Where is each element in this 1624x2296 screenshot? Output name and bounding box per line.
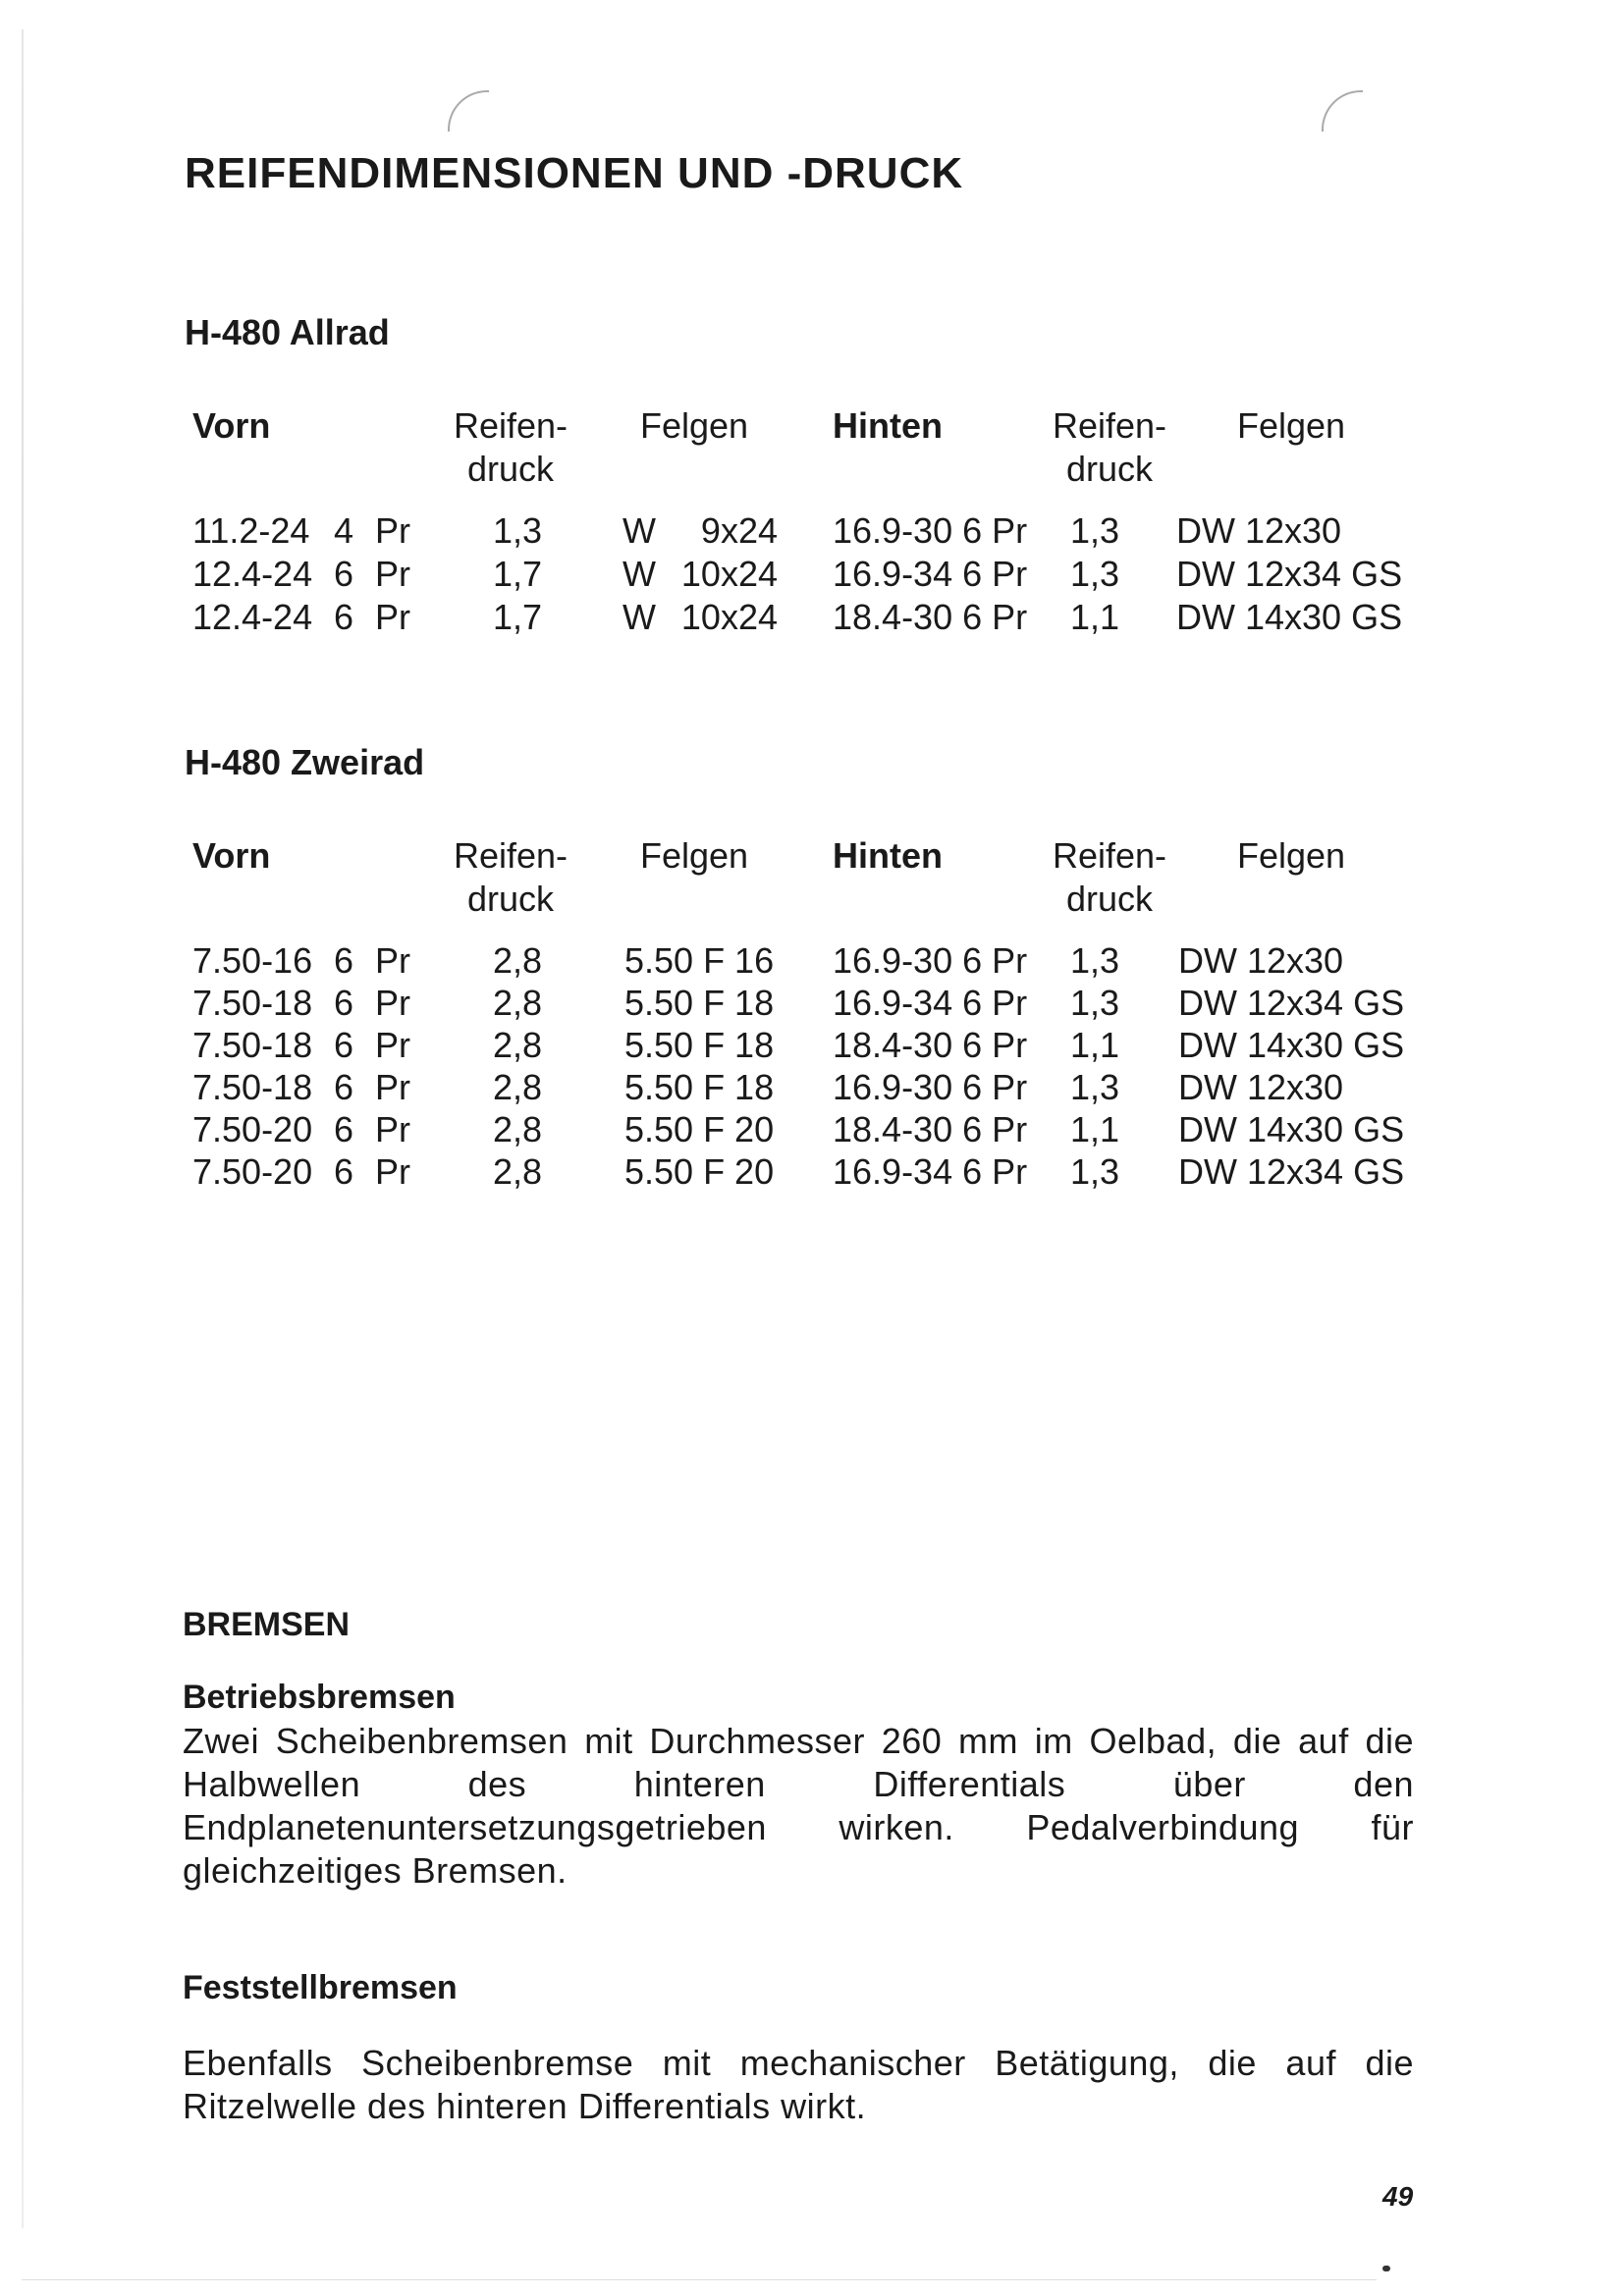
- cell-front-rim: 5.50 F 18: [624, 983, 775, 1023]
- pressure-line2: druck: [1065, 449, 1154, 489]
- col-header-rear: Hinten: [833, 405, 943, 446]
- cell-front-pressure: 1,7: [493, 554, 543, 594]
- cell-front-pressure: 2,8: [493, 940, 543, 981]
- cell-front-ply: 6: [334, 554, 354, 594]
- cell-rear-pressure: 1,3: [1070, 1151, 1120, 1192]
- cell-front-rim-type: W: [623, 597, 656, 637]
- col-header-front: Vorn: [192, 405, 271, 446]
- cell-rear-rim: DW 14x30 GS: [1178, 1025, 1405, 1065]
- pressure-line2: druck: [466, 879, 555, 919]
- col-header-front: Vorn: [192, 835, 271, 876]
- col-header-rear-pressure: [1031, 404, 1188, 491]
- cell-front-rim-type: W: [623, 554, 656, 594]
- cell-front-size: 12.4-24: [192, 597, 313, 637]
- col-header-rear-pressure: [1031, 834, 1188, 921]
- pressure-line1: Reifen-: [453, 405, 568, 446]
- cell-rear-tyre: 16.9-34 6 Pr: [833, 1151, 1028, 1192]
- cell-front-pressure: 2,8: [493, 983, 543, 1023]
- cell-rear-rim: DW 12x30: [1178, 940, 1344, 981]
- cell-front-rim-type: W: [623, 510, 656, 551]
- cell-rear-tyre: 16.9-30 6 Pr: [833, 940, 1028, 981]
- cell-rear-pressure: 1,3: [1070, 940, 1120, 981]
- pressure-line2: druck: [466, 449, 555, 489]
- cell-front-ply-unit: Pr: [375, 554, 410, 594]
- cell-rear-pressure: 1,3: [1070, 510, 1120, 551]
- page-number: 49: [1382, 2181, 1414, 2212]
- cell-front-size: 7.50-16: [192, 940, 313, 981]
- cell-front-ply: 6: [334, 1025, 354, 1065]
- pressure-line1: Reifen-: [1052, 405, 1167, 446]
- cell-front-pressure: 2,8: [493, 1109, 543, 1149]
- col-header-rear: Hinten: [833, 835, 943, 876]
- scan-dot: [1382, 2266, 1390, 2271]
- cell-front-pressure: 1,3: [493, 510, 543, 551]
- cell-front-size: 7.50-18: [192, 983, 313, 1023]
- cell-front-ply-unit: Pr: [375, 983, 410, 1023]
- cell-front-ply: 6: [334, 1109, 354, 1149]
- cell-front-ply-unit: Pr: [375, 510, 410, 551]
- cell-front-pressure: 1,7: [493, 597, 543, 637]
- parking-brake-heading: Feststellbremsen: [183, 1969, 458, 2006]
- cell-front-ply-unit: Pr: [375, 940, 410, 981]
- cell-rear-rim: DW 14x30 GS: [1178, 1109, 1405, 1149]
- cell-rear-rim: DW 12x34 GS: [1178, 983, 1405, 1023]
- cell-front-rim: 5.50 F 20: [624, 1109, 775, 1149]
- cell-front-rim: 5.50 F 18: [624, 1067, 775, 1107]
- cell-rear-tyre: 16.9-34 6 Pr: [833, 983, 1028, 1023]
- cell-front-ply-unit: Pr: [375, 1151, 410, 1192]
- cell-rear-tyre: 16.9-34 6 Pr: [833, 554, 1028, 594]
- cell-rear-pressure: 1,3: [1070, 1067, 1120, 1107]
- cell-front-ply-unit: Pr: [375, 1067, 410, 1107]
- cell-front-ply: 4: [334, 510, 354, 551]
- zweirad-heading: H-480 Zweirad: [185, 742, 425, 782]
- cell-rear-pressure: 1,3: [1070, 554, 1120, 594]
- cell-rear-pressure: 1,1: [1070, 1109, 1120, 1149]
- scan-edge-shadow: [22, 29, 24, 2228]
- cell-front-rim: 5.50 F 20: [624, 1151, 775, 1192]
- cell-front-ply: 6: [334, 983, 354, 1023]
- pressure-line1: Reifen-: [1052, 835, 1167, 876]
- cell-rear-pressure: 1,3: [1070, 983, 1120, 1023]
- cell-rear-rim: DW 12x30: [1178, 1067, 1344, 1107]
- cell-front-ply: 6: [334, 1151, 354, 1192]
- cell-front-ply-unit: Pr: [375, 1109, 410, 1149]
- cell-rear-tyre: 18.4-30 6 Pr: [833, 1025, 1028, 1065]
- service-brake-text: Zwei Scheibenbremsen mit Durchmesser 260 mm im Oelbad, die auf die Halbwellen des hinteren Differentials über den Endplanetenuntersetzungsgetrieben wirken. Pedalverbindung für gleichzeitiges Bremsen.: [183, 1721, 1414, 1891]
- cell-rear-rim: DW 12x30: [1176, 510, 1342, 551]
- cell-front-ply-unit: Pr: [375, 597, 410, 637]
- punch-mark: [1322, 90, 1363, 132]
- cell-rear-pressure: 1,1: [1070, 597, 1120, 637]
- cell-front-size: 7.50-20: [192, 1109, 313, 1149]
- cell-front-ply: 6: [334, 940, 354, 981]
- cell-rear-tyre: 16.9-30 6 Pr: [833, 510, 1028, 551]
- cell-rear-pressure: 1,1: [1070, 1025, 1120, 1065]
- cell-rear-rim: DW 12x34 GS: [1176, 554, 1403, 594]
- cell-front-size: 7.50-18: [192, 1025, 313, 1065]
- cell-front-pressure: 2,8: [493, 1151, 543, 1192]
- cell-rear-tyre: 18.4-30 6 Pr: [833, 597, 1028, 637]
- service-brake-heading: Betriebsbremsen: [183, 1679, 456, 1716]
- cell-front-size: 12.4-24: [192, 554, 313, 594]
- cell-front-rim: 5.50 F 16: [624, 940, 775, 981]
- punch-mark: [448, 90, 489, 132]
- col-header-front-rims: Felgen: [640, 835, 749, 876]
- pressure-line1: Reifen-: [453, 835, 568, 876]
- cell-rear-tyre: 16.9-30 6 Pr: [833, 1067, 1028, 1107]
- cell-front-rim-size: 10x24: [680, 554, 778, 594]
- cell-front-ply-unit: Pr: [375, 1025, 410, 1065]
- cell-front-ply: 6: [334, 1067, 354, 1107]
- cell-front-pressure: 2,8: [493, 1025, 543, 1065]
- cell-front-size: 11.2-24: [192, 510, 310, 551]
- scan-bottom-edge: [22, 2279, 1377, 2280]
- cell-rear-tyre: 18.4-30 6 Pr: [833, 1109, 1028, 1149]
- col-header-front-rims: Felgen: [640, 405, 749, 446]
- col-header-rear-rims: Felgen: [1237, 405, 1346, 446]
- page-title: REIFENDIMENSIONEN UND -DRUCK: [185, 149, 964, 197]
- cell-rear-rim: DW 14x30 GS: [1176, 597, 1403, 637]
- cell-front-rim-size: 9x24: [700, 510, 778, 551]
- cell-rear-rim: DW 12x34 GS: [1178, 1151, 1405, 1192]
- cell-front-ply: 6: [334, 597, 354, 637]
- col-header-front-pressure: [432, 834, 589, 921]
- allrad-heading: H-480 Allrad: [185, 312, 390, 352]
- col-header-front-pressure: [432, 404, 589, 491]
- col-header-rear-rims: Felgen: [1237, 835, 1346, 876]
- brakes-heading: BREMSEN: [183, 1606, 351, 1643]
- cell-front-size: 7.50-20: [192, 1151, 313, 1192]
- cell-front-rim-size: 10x24: [680, 597, 778, 637]
- cell-front-pressure: 2,8: [493, 1067, 543, 1107]
- cell-front-rim: 5.50 F 18: [624, 1025, 775, 1065]
- pressure-line2: druck: [1065, 879, 1154, 919]
- parking-brake-text: Ebenfalls Scheibenbremse mit mechanischer Betätigung, die auf die Ritzelwelle des hinteren Differentials wirkt.: [183, 2043, 1414, 2126]
- cell-front-size: 7.50-18: [192, 1067, 313, 1107]
